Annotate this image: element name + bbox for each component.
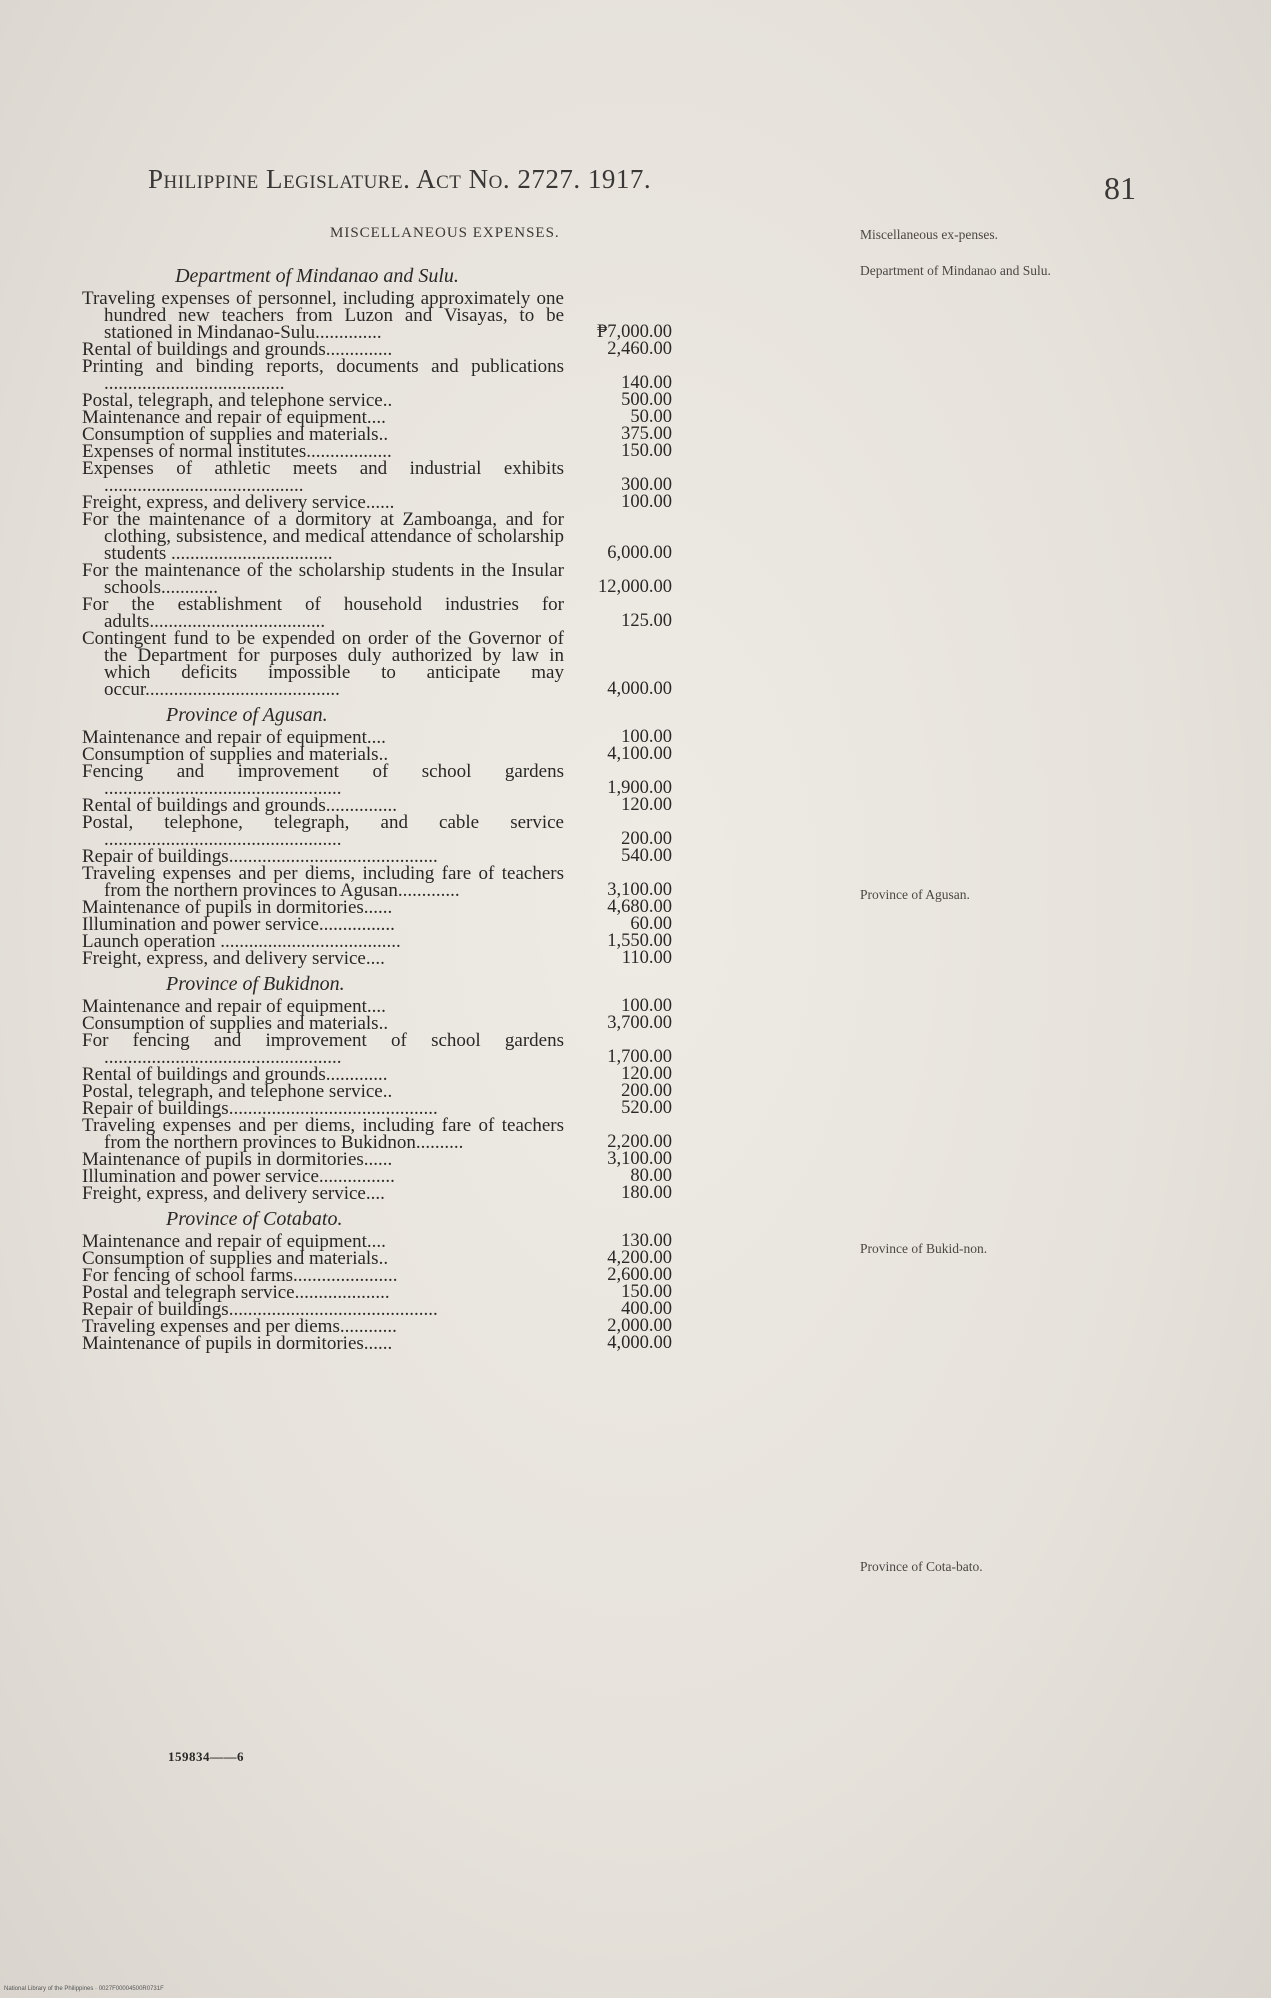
line-item-description: For the maintenance of a dormitory at Zamboanga, and for clothing, subsistence, and medical attendance of scholarship students .................................. [82, 509, 564, 564]
line-item [82, 630, 672, 698]
bukidnon-items [82, 998, 672, 1202]
margin-note-cotabato: Province of Cota-bato. [860, 1559, 983, 1574]
line-item-description: Fencing and improvement of school gardens .................................................. [82, 761, 564, 799]
line-item-description: Expenses of athletic meets and industrial exhibits .......................................... [82, 458, 564, 496]
line-item-amount: 200.00 [621, 1081, 672, 1101]
page-header [0, 160, 1271, 210]
line-item-amount: 540.00 [621, 846, 672, 866]
line-item [82, 511, 672, 562]
province-title-agusan: Province of Agusan. [166, 704, 328, 726]
line-item-amount: ₱7,000.00 [596, 322, 672, 342]
line-item [82, 865, 672, 899]
page-number: 81 [1104, 170, 1136, 206]
line-item-amount: 130.00 [621, 1231, 672, 1251]
line-item-amount: 110.00 [621, 948, 672, 968]
line-item-amount: 4,100.00 [607, 744, 672, 764]
section-title: MISCELLANEOUS EXPENSES. [330, 225, 560, 241]
line-item-description: Maintenance and repair of equipment.... [82, 1231, 386, 1252]
line-item [82, 763, 672, 797]
line-item-description: Postal, telephone, telegraph, and cable service .................................................. [82, 812, 564, 850]
line-item-description: Repair of buildings............................................ [82, 1098, 438, 1119]
line-item-description: Consumption of supplies and materials.. [82, 424, 389, 445]
line-item-amount: 60.00 [630, 914, 672, 934]
running-title: Philippine Legislature. Act No. 2727. 1917. [148, 164, 652, 194]
line-item-amount: 100.00 [621, 996, 672, 1016]
line-item-description: Freight, express, and delivery service.... [82, 948, 385, 969]
line-item-amount: 400.00 [621, 1299, 672, 1319]
line-item [82, 596, 672, 630]
scan-credit: National Library of the Philippines · 0027F00004500R0731F [4, 1986, 164, 1992]
line-item-amount: 4,000.00 [607, 679, 672, 699]
line-item [82, 358, 672, 392]
line-item-description: For fencing and improvement of school gardens .................................................. [82, 1030, 564, 1068]
line-item [82, 1117, 672, 1151]
line-item-description: Maintenance of pupils in dormitories...... [82, 897, 393, 918]
line-item [82, 290, 672, 341]
line-item-amount: 2,000.00 [607, 1316, 672, 1336]
margin-note-bukidnon: Province of Bukid-non. [860, 1241, 988, 1256]
department-title: Department of Mindanao and Sulu. [175, 265, 459, 287]
line-item-description: Traveling expenses of personnel, including approximately one hundred new teachers from Luzon and Visayas, to be stationed in Mindanao-Sulu.............. [82, 288, 564, 343]
footer-code: 159834——6 [168, 1749, 244, 1764]
line-item-description: For the establishment of household industries for adults..................................... [82, 594, 564, 632]
line-item-description: Repair of buildings............................................ [82, 846, 438, 867]
line-item-description: Maintenance and repair of equipment.... [82, 727, 386, 748]
line-item-description: Contingent fund to be expended on order of the Governor of the Department for purposes duly authorized by law in which deficits impossible to anticipate may occur......................................... [82, 628, 564, 700]
line-item-description: Consumption of supplies and materials.. [82, 1248, 389, 1269]
line-item-amount: 500.00 [621, 390, 672, 410]
line-item-description: Rental of buildings and grounds............... [82, 795, 398, 816]
line-item-amount: 120.00 [621, 1064, 672, 1084]
province-title-bukidnon: Province of Bukidnon. [166, 973, 345, 995]
line-item-amount: 2,460.00 [607, 339, 672, 359]
line-item-amount: 3,100.00 [607, 880, 672, 900]
line-item-amount: 1,700.00 [607, 1047, 672, 1067]
line-item-description: Maintenance of pupils in dormitories...... [82, 1333, 393, 1354]
agusan-items [82, 729, 672, 967]
line-item-description: Traveling expenses and per diems, including fare of teachers from the northern provinces to Bukidnon.......... [82, 1115, 564, 1153]
line-item-amount: 3,700.00 [607, 1013, 672, 1033]
line-item-amount: 4,200.00 [607, 1248, 672, 1268]
margin-note-dept: Department of Mindanao and Sulu. [860, 263, 1051, 278]
line-item-description: Traveling expenses and per diems............ [82, 1316, 397, 1337]
line-item-description: Rental of buildings and grounds.............. [82, 339, 393, 360]
line-item-description: For the maintenance of the scholarship students in the Insular schools............ [82, 560, 564, 598]
line-item-description: Postal and telegraph service.................... [82, 1282, 390, 1303]
margin-note-agusan: Province of Agusan. [860, 887, 970, 902]
line-item [82, 950, 672, 967]
line-item [82, 814, 672, 848]
line-item-description: Illumination and power service................ [82, 914, 395, 935]
line-item-description: Maintenance of pupils in dormitories...... [82, 1149, 393, 1170]
line-item [82, 460, 672, 494]
line-item-amount: 375.00 [621, 424, 672, 444]
line-item-amount: 200.00 [621, 829, 672, 849]
line-item-amount: 100.00 [621, 727, 672, 747]
line-item-amount: 1,550.00 [607, 931, 672, 951]
line-item-amount: 120.00 [621, 795, 672, 815]
appropriation-list [82, 262, 672, 1352]
line-item-description: Launch operation ...................................... [82, 931, 401, 952]
line-item-amount: 50.00 [630, 407, 672, 427]
margin-note-misc: Miscellaneous ex-penses. [860, 227, 998, 242]
line-item-amount: 12,000.00 [598, 577, 672, 597]
line-item-amount: 4,000.00 [607, 1333, 672, 1353]
line-item [82, 1185, 672, 1202]
line-item-description: Consumption of supplies and materials.. [82, 1013, 389, 1034]
line-item-description: Postal, telegraph, and telephone service.. [82, 390, 393, 411]
department-items [82, 290, 672, 698]
line-item-amount: 125.00 [621, 611, 672, 631]
line-item-description: For fencing of school farms...................... [82, 1265, 398, 1286]
line-item-description: Repair of buildings............................................ [82, 1299, 438, 1320]
line-item-description: Expenses of normal institutes.................. [82, 441, 392, 462]
line-item-description: Freight, express, and delivery service.... [82, 1183, 385, 1204]
line-item-description: Freight, express, and delivery service...... [82, 492, 395, 513]
line-item-amount: 100.00 [621, 492, 672, 512]
line-item-description: Illumination and power service................ [82, 1166, 395, 1187]
line-item-amount: 520.00 [621, 1098, 672, 1118]
line-item-description: Printing and binding reports, documents and publications ...................................... [82, 356, 564, 394]
line-item-amount: 3,100.00 [607, 1149, 672, 1169]
line-item-amount: 1,900.00 [607, 778, 672, 798]
line-item-amount: 150.00 [621, 441, 672, 461]
line-item-description: Consumption of supplies and materials.. [82, 744, 389, 765]
line-item [82, 562, 672, 596]
line-item-amount: 4,680.00 [607, 897, 672, 917]
line-item-amount: 150.00 [621, 1282, 672, 1302]
line-item [82, 1032, 672, 1066]
line-item-amount: 140.00 [621, 373, 672, 393]
line-item-description: Maintenance and repair of equipment.... [82, 407, 386, 428]
line-item-description: Postal, telegraph, and telephone service.. [82, 1081, 393, 1102]
line-item-amount: 6,000.00 [607, 543, 672, 563]
line-item-description: Traveling expenses and per diems, including fare of teachers from the northern provinces to Agusan............. [82, 863, 564, 901]
line-item-amount: 300.00 [621, 475, 672, 495]
line-item-amount: 80.00 [630, 1166, 672, 1186]
cotabato-items [82, 1233, 672, 1352]
line-item-description: Rental of buildings and grounds............. [82, 1064, 388, 1085]
line-item [82, 1335, 672, 1352]
line-item-amount: 180.00 [621, 1183, 672, 1203]
line-item-description: Maintenance and repair of equipment.... [82, 996, 386, 1017]
province-title-cotabato: Province of Cotabato. [166, 1208, 343, 1230]
line-item-amount: 2,200.00 [607, 1132, 672, 1152]
line-item-amount: 2,600.00 [607, 1265, 672, 1285]
